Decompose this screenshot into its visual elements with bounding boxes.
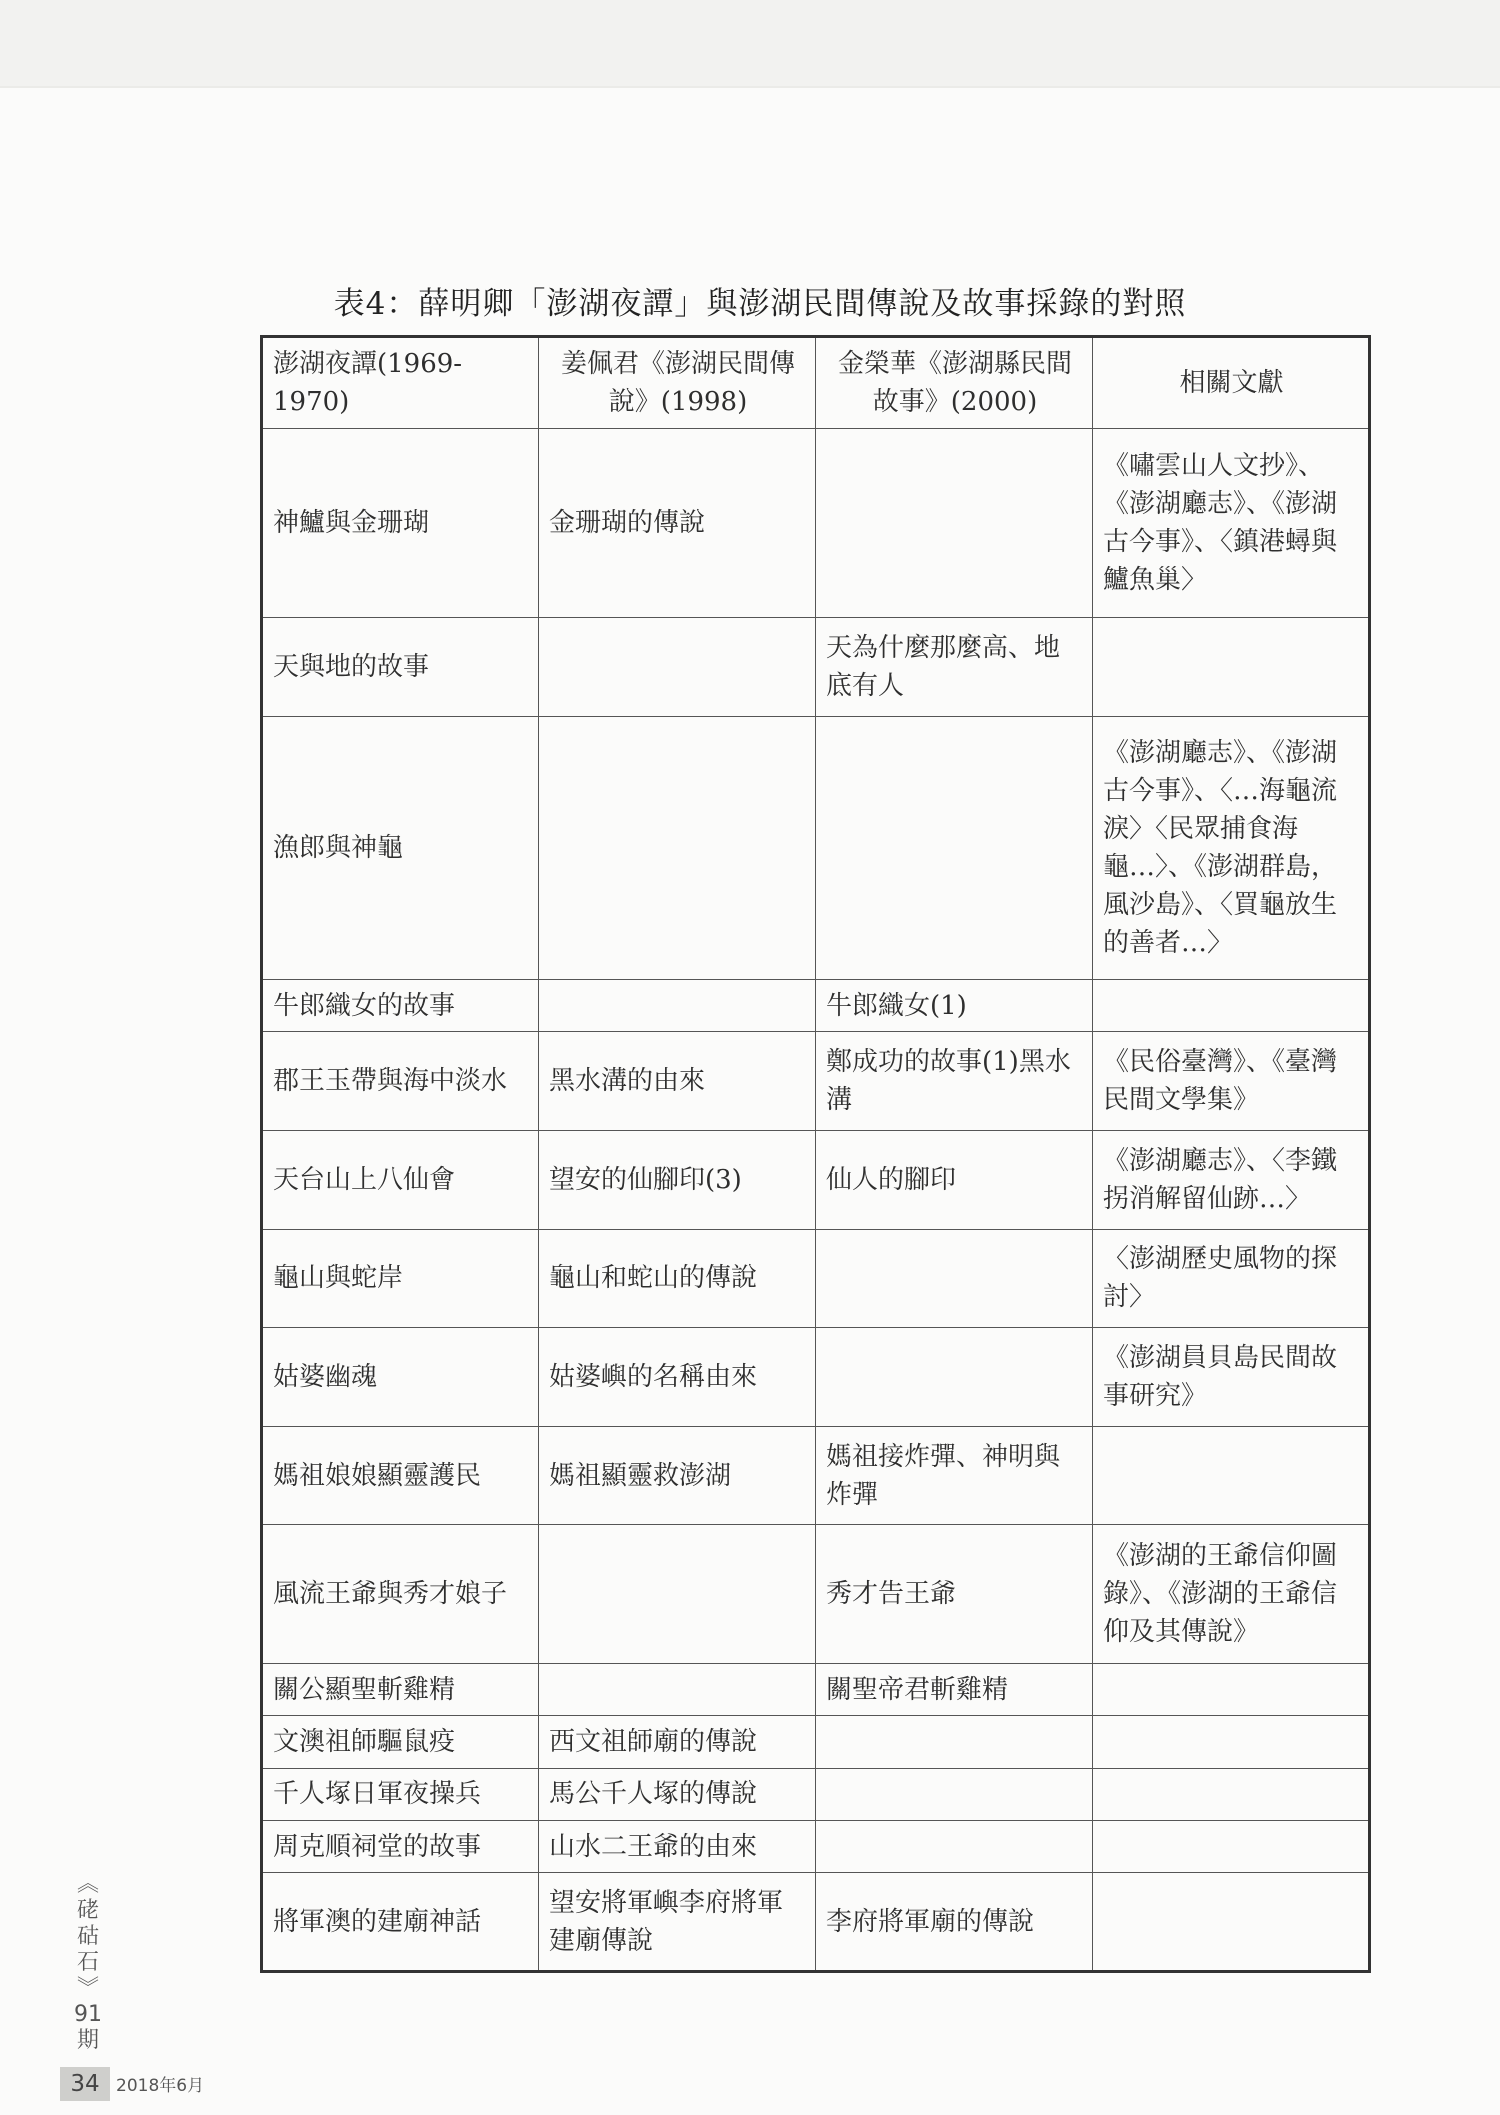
cell-jin: 媽祖接炸彈、神明與炸彈 <box>816 1426 1093 1525</box>
cell-jiang: 山水二王爺的由來 <box>539 1820 816 1872</box>
cell-jin: 秀才告王爺 <box>816 1525 1093 1664</box>
table-row <box>262 716 1370 980</box>
cell-jiang: 黑水溝的由來 <box>539 1032 816 1131</box>
cell-jiang: 望安將軍嶼李府將軍建廟傳說 <box>539 1873 816 1972</box>
cell-jin: 仙人的腳印 <box>816 1131 1093 1230</box>
cell-jiang: 龜山和蛇山的傳說 <box>539 1229 816 1328</box>
cell-literature: 《澎湖廳志》、《澎湖古今事》、〈…海龜流淚〉〈民眾捕食海龜…〉、《澎湖群島，風沙島》、〈買龜放生的善者…〉 <box>1093 716 1370 980</box>
cell-yetan: 漁郎與神龜 <box>262 716 539 980</box>
cell-jiang <box>539 1664 816 1716</box>
cell-yetan: 周克順祠堂的故事 <box>262 1820 539 1872</box>
table-row <box>262 1229 1370 1328</box>
cell-yetan: 郡王玉帶與海中淡水 <box>262 1032 539 1131</box>
journal-title-glyph: 石 <box>76 1950 99 1975</box>
journal-title-glyph: 硓 <box>76 1898 99 1923</box>
cell-yetan: 天與地的故事 <box>262 618 539 717</box>
cell-literature: 《澎湖的王爺信仰圖錄》、《澎湖的王爺信仰及其傳說》 <box>1093 1525 1370 1664</box>
cell-literature <box>1093 1426 1370 1525</box>
table-row <box>262 1426 1370 1525</box>
journal-title-glyph: ︾ <box>76 1976 99 2001</box>
cell-yetan: 媽祖娘娘顯靈護民 <box>262 1426 539 1525</box>
cell-jiang: 媽祖顯靈救澎湖 <box>539 1426 816 1525</box>
table-row <box>262 1032 1370 1131</box>
header-cell-literature: 相關文獻 <box>1093 337 1370 429</box>
cell-literature <box>1093 618 1370 717</box>
cell-jiang: 望安的仙腳印(3) <box>539 1131 816 1230</box>
issue-date: 2018年6月 <box>116 2076 205 2096</box>
table-caption: 表4：薛明卿「澎湖夜譚」與澎湖民間傳說及故事採錄的對照 <box>333 286 1187 322</box>
cell-literature: 《嘯雲山人文抄》、《澎湖廳志》、《澎湖古今事》、〈鎮港蟳與鱸魚巢〉 <box>1093 429 1370 618</box>
cell-yetan: 牛郎織女的故事 <box>262 980 539 1032</box>
cell-literature <box>1093 1716 1370 1768</box>
cell-literature <box>1093 1768 1370 1820</box>
cell-jin: 鄭成功的故事(1)黑水溝 <box>816 1032 1093 1131</box>
cell-jin: 牛郎織女(1) <box>816 980 1093 1032</box>
journal-title-glyph: 期 <box>76 2028 99 2053</box>
table-row <box>262 980 1370 1032</box>
cell-jin: 關聖帝君斬雞精 <box>816 1664 1093 1716</box>
table-row <box>262 618 1370 717</box>
cell-jiang <box>539 1525 816 1664</box>
cell-yetan: 千人塚日軍夜操兵 <box>262 1768 539 1820</box>
table-row <box>262 1768 1370 1820</box>
scan-edge-line <box>0 86 1500 88</box>
cell-yetan: 風流王爺與秀才娘子 <box>262 1525 539 1664</box>
cell-jiang <box>539 980 816 1032</box>
cell-jiang: 姑婆嶼的名稱由來 <box>539 1328 816 1427</box>
cell-jiang <box>539 716 816 980</box>
cell-jin <box>816 429 1093 618</box>
cell-yetan: 關公顯聖斬雞精 <box>262 1664 539 1716</box>
cell-yetan: 姑婆幽魂 <box>262 1328 539 1427</box>
journal-title-glyph: 𥑮 <box>76 1924 99 1949</box>
table-row <box>262 1716 1370 1768</box>
header-row <box>262 337 1370 429</box>
page-number: 34 <box>60 2067 110 2101</box>
cell-jin <box>816 1328 1093 1427</box>
cell-literature <box>1093 1873 1370 1972</box>
cell-jin <box>816 1820 1093 1872</box>
table-row <box>262 1131 1370 1230</box>
header-cell-jin: 金榮華《澎湖縣民間故事》(2000) <box>816 337 1093 429</box>
header-cell-yetan: 澎湖夜譚(1969-1970) <box>262 337 539 429</box>
cell-literature <box>1093 1820 1370 1872</box>
cell-literature: 《澎湖廳志》、〈李鐵拐消解留仙跡…〉 <box>1093 1131 1370 1230</box>
table-row <box>262 1873 1370 1972</box>
cell-literature <box>1093 1664 1370 1716</box>
cell-literature: 《澎湖員貝島民間故事研究》 <box>1093 1328 1370 1427</box>
journal-title-glyph: 91 <box>74 2002 102 2027</box>
cell-literature: 〈澎湖歷史風物的探討〉 <box>1093 1229 1370 1328</box>
cell-jin <box>816 1768 1093 1820</box>
cell-jin <box>816 1229 1093 1328</box>
cell-jin: 李府將軍廟的傳說 <box>816 1873 1093 1972</box>
header-cell-jiang: 姜佩君《澎湖民間傳說》(1998) <box>539 337 816 429</box>
table-row <box>262 429 1370 618</box>
cell-jiang: 馬公千人塚的傳說 <box>539 1768 816 1820</box>
journal-title-vertical <box>73 1872 103 2054</box>
table-row <box>262 1820 1370 1872</box>
cell-jin <box>816 716 1093 980</box>
cell-yetan: 天台山上八仙會 <box>262 1131 539 1230</box>
cell-jiang: 西文祖師廟的傳說 <box>539 1716 816 1768</box>
cell-literature <box>1093 980 1370 1032</box>
cell-jiang <box>539 618 816 717</box>
table-row <box>262 1525 1370 1664</box>
table-row <box>262 1664 1370 1716</box>
cell-yetan: 龜山與蛇岸 <box>262 1229 539 1328</box>
scan-top-band <box>0 0 1500 88</box>
journal-title-glyph: ︽ <box>76 1872 99 1897</box>
comparison-table <box>260 335 1371 1973</box>
cell-literature: 《民俗臺灣》、《臺灣民間文學集》 <box>1093 1032 1370 1131</box>
table-row <box>262 1328 1370 1427</box>
cell-yetan: 文澳祖師驅鼠疫 <box>262 1716 539 1768</box>
cell-jin <box>816 1716 1093 1768</box>
cell-yetan: 將軍澳的建廟神話 <box>262 1873 539 1972</box>
cell-yetan: 神鱸與金珊瑚 <box>262 429 539 618</box>
cell-jin: 天為什麼那麼高、地底有人 <box>816 618 1093 717</box>
cell-jiang: 金珊瑚的傳說 <box>539 429 816 618</box>
